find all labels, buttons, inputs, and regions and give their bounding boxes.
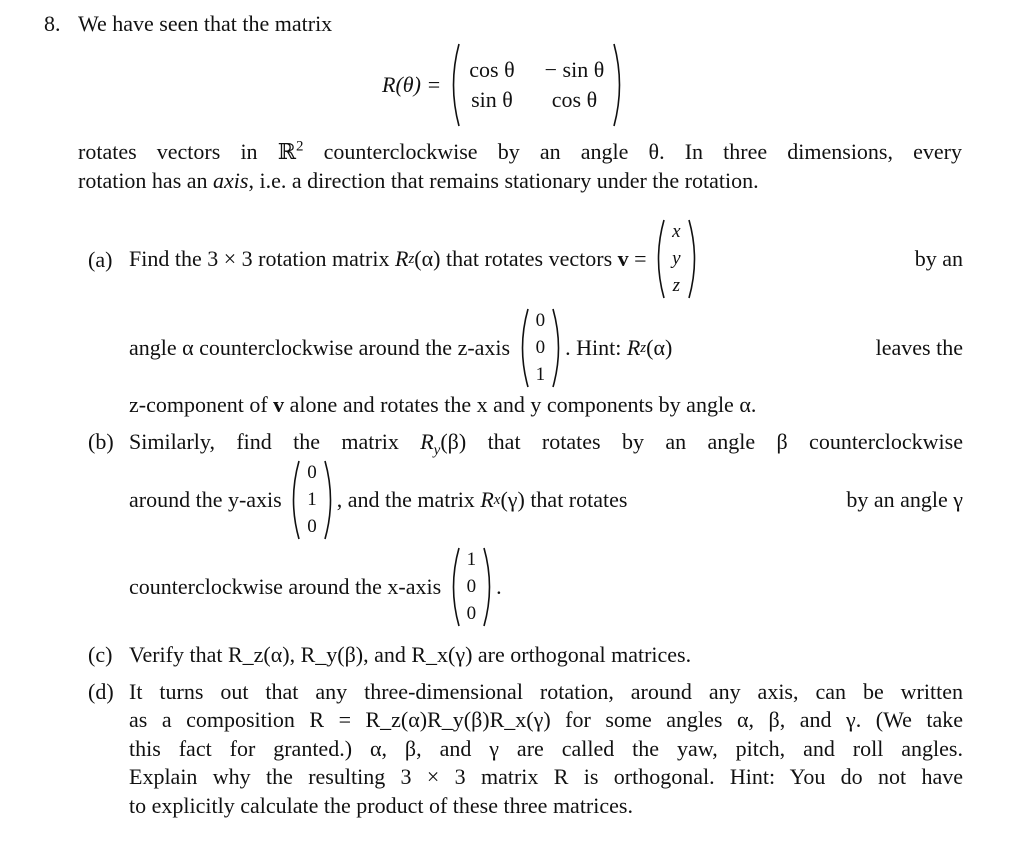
part-a-line1: Find the 3 × 3 rotation matrix R z (α) that rotates vectors v = x y z by an: [129, 216, 963, 302]
part-d-line: It turns out that any three-dimensional rotation, around any axis, can be written: [129, 679, 963, 704]
part-b-line2: around the y-axis 0 1 0 , and the matrix R x (γ) that rotates by an angle γ: [129, 457, 963, 543]
part-a-label: (a): [88, 247, 113, 272]
matrix-entry: sin θ: [471, 87, 513, 112]
part-c-label: (c): [88, 642, 113, 667]
vector-x-axis: 1 0 0: [447, 546, 497, 628]
problem-intro: We have seen that the matrix: [78, 11, 333, 36]
rotation-matrix-display: [382, 42, 626, 128]
matrix-entry: − sin θ: [544, 57, 605, 82]
axis-line: rotation has an axis, i.e. a direction that remains stationary under the rotation.: [78, 168, 759, 193]
right-paren: [612, 42, 626, 128]
vector-v: x y z: [652, 218, 700, 300]
matrix-entry: cos θ: [469, 57, 515, 82]
matrix-name: R(θ) =: [382, 72, 442, 97]
part-a-line2: angle α counterclockwise around the z-axis 0 0 1 . Hint: R z (α) leaves the: [129, 305, 963, 391]
part-b-line3: counterclockwise around the x-axis 1 0 0 .: [129, 544, 502, 630]
part-d-line: Explain why the resulting 3 × 3 matrix R is orthogonal. Hint: You do not have: [129, 764, 963, 789]
part-a-line3: z-component of v alone and rotates the x and y components by angle α.: [129, 392, 757, 417]
vector-y-axis: 0 1 0: [287, 459, 337, 541]
problem-number: 8.: [44, 11, 61, 36]
part-d-label: (d): [88, 679, 114, 704]
rotates-line: rotates vectors in ℝ$^2$ counterclockwise by an angle θ. In three dimensions, every: [78, 138, 962, 165]
matrix-entries: [461, 56, 612, 114]
axis-word: axis: [213, 168, 249, 193]
matrix-entry: cos θ: [551, 87, 598, 112]
left-paren: [447, 42, 461, 128]
part-b-line1: Similarly, find the matrix $R_y(\beta)$ that rotates by an angle β counterclockwise: [129, 429, 963, 459]
part-c-text: Verify that R_z(α), R_y(β), and R_x(γ) are orthogonal matrices.: [129, 642, 692, 667]
part-d-line: to explicitly calculate the product of these three matrices.: [129, 793, 633, 818]
part-d-line: as a composition R = R_z(α)R_y(β)R_x(γ) for some angles α, β, and γ. (We take: [129, 707, 963, 732]
part-d-line: this fact for granted.) α, β, and γ are called the yaw, pitch, and roll angles.: [129, 736, 963, 761]
vector-z-axis: 0 0 1: [516, 307, 566, 389]
part-b-label: (b): [88, 429, 114, 454]
